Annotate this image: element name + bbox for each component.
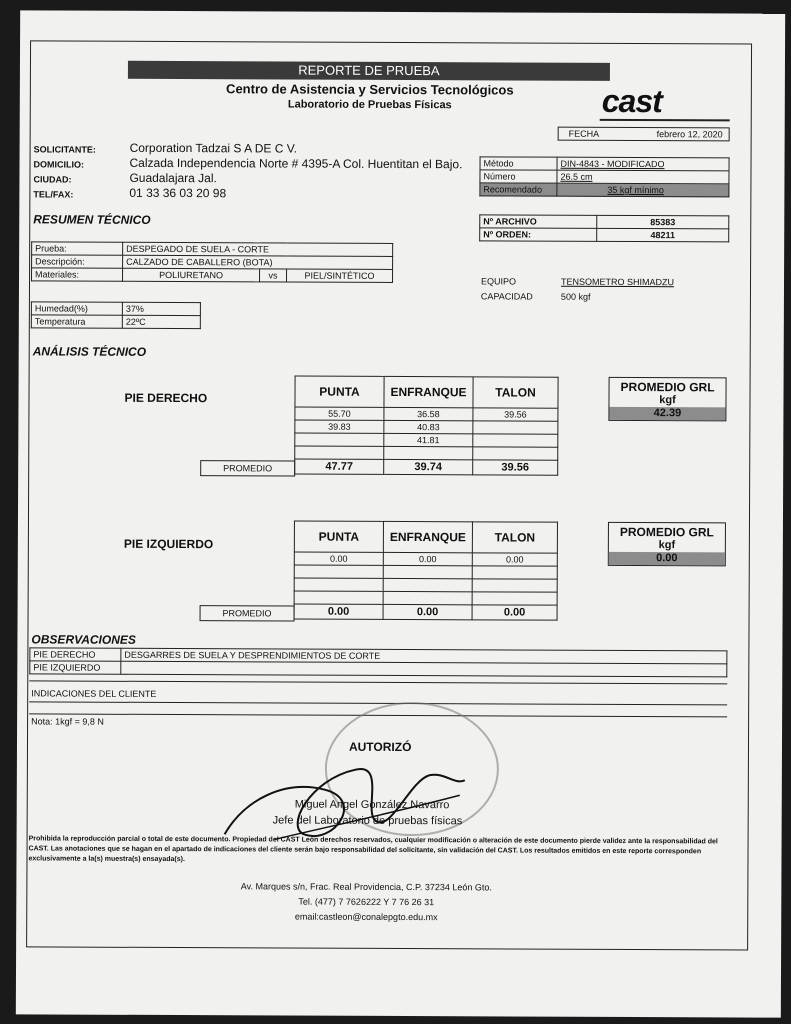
disclaimer-text: Prohibida la reproducción parcial o total de este documento. Propiedad del CAST León derechos reservados, cualquier modificación o alteración de este documento pierde validez ante la responsabilidad del CAST. Las anotaciones que se hagan en el apartado de indicaciones del cliente serán bajo responsabilidad del solicitante, sin validación del CAST. Los resultados emitidos en este reporte corresponden exclusivamente a la(s) muestra(s) ensayada(s).: [28, 835, 718, 864]
orden-value: 48211: [597, 228, 729, 242]
report-banner: REPORTE DE PRUEBA: [128, 61, 610, 81]
prueba-value: DESPEGADO DE SUELA - CORTE: [123, 242, 393, 256]
materiales-label: Materiales:: [32, 268, 123, 281]
humedad-value: 37%: [122, 302, 200, 315]
indicaciones-label: INDICACIONES DEL CLIENTE: [31, 688, 157, 699]
telfax-value: 01 33 36 03 20 98: [129, 185, 227, 201]
pie-izquierdo-label: PIE IZQUIERDO: [123, 536, 214, 552]
observaciones-table: [29, 647, 727, 677]
pi-promedio-enfranque: 0.00: [383, 604, 472, 619]
pd-promedio-grl-label: PROMEDIO GRL: [620, 379, 715, 395]
pi-r0-enfranque: 0.00: [383, 552, 472, 565]
pd-r3-talon: [473, 447, 558, 460]
vs-label: vs: [260, 269, 287, 282]
pi-promedio-punta: 0.00: [294, 604, 383, 619]
orden-label: Nº ORDEN:: [480, 228, 597, 242]
recomendado-label: Recomendado: [480, 183, 557, 196]
pi-r1-talon: [472, 566, 557, 579]
pi-r1-punta: [294, 565, 383, 578]
archivo-value: 85383: [597, 215, 729, 229]
metodo-label: Método: [480, 157, 557, 170]
pie-derecho-table: [294, 376, 558, 476]
center-title: Centro de Asistencia y Servicios Tecnológicos: [226, 81, 514, 98]
pd-r2-talon: [473, 434, 558, 447]
pi-r0-talon: 0.00: [472, 553, 557, 566]
capacidad-label: CAPACIDAD: [480, 291, 533, 302]
cast-logo: cast: [601, 82, 662, 120]
pd-r3-punta: [295, 446, 384, 459]
pi-r2-punta: [294, 578, 383, 591]
obs-pie-derecho-label: PIE DERECHO: [30, 648, 121, 661]
numero-label: Número: [480, 170, 557, 183]
material-2: PIEL/SINTÉTICO: [287, 269, 393, 282]
obs-pie-izquierdo-label: PIE IZQUIERDO: [30, 661, 121, 674]
pd-r3-enfranque: [384, 446, 473, 459]
metodo-table: [479, 156, 729, 197]
telfax-label: TEL/FAX:: [33, 189, 74, 200]
pi-r1-enfranque: [383, 565, 472, 578]
pd-r0-punta: 55.70: [295, 407, 384, 420]
pd-r0-enfranque: 36.58: [384, 407, 473, 420]
pd-promedio-grl-unit: kgf: [659, 394, 676, 407]
autorizo-label: AUTORIZÓ: [348, 739, 412, 755]
pd-promedio-talon: 39.56: [473, 460, 558, 475]
capacidad-value: 500 kgf: [560, 291, 591, 302]
humedad-label: Humedad(%): [31, 302, 122, 315]
prueba-label: Prueba:: [32, 242, 123, 255]
pie-izquierdo-table: [294, 521, 558, 621]
pi-r2-enfranque: [383, 578, 472, 591]
pi-promedio-grl-value: 0.00: [609, 552, 725, 566]
signature-mark: [215, 739, 475, 850]
solicitante-value: Corporation Tadzai S A DE C V.: [129, 140, 298, 156]
prueba-table: [31, 241, 393, 283]
obs-pie-izquierdo-value: [121, 661, 727, 677]
pi-promedio-talon: 0.00: [472, 605, 557, 620]
fecha-value: febrero 12, 2020: [656, 129, 723, 140]
col-enfranque-header: ENFRANQUE: [384, 376, 473, 407]
solicitante-label: SOLICITANTE:: [33, 144, 96, 155]
equipo-label: EQUIPO: [480, 276, 517, 287]
equipo-value: TENSOMETRO SHIMADZU: [560, 276, 675, 288]
pi-r0-punta: 0.00: [294, 552, 383, 565]
archivo-table: [479, 214, 729, 242]
ciudad-value: Guadalajara Jal.: [129, 170, 217, 186]
descripcion-label: Descripción:: [32, 255, 123, 268]
pd-r2-enfranque: 41.81: [384, 433, 473, 446]
signer-name: Miguel Angel González Navarro: [294, 798, 450, 812]
ambiente-table: [31, 301, 201, 329]
lab-subtitle: Laboratorio de Pruebas Físicas: [287, 98, 452, 112]
temperatura-label: Temperatura: [31, 315, 122, 328]
analisis-heading: ANÁLISIS TÉCNICO: [32, 344, 147, 359]
col-punta-header: PUNTA: [295, 376, 384, 407]
footer-email: email:castleon@conalepgto.edu.mx: [294, 911, 438, 923]
document-page: [16, 10, 785, 1017]
col-punta-header: PUNTA: [294, 521, 383, 552]
pi-promedio-grl-label: PROMEDIO GRL: [619, 524, 714, 540]
footer-phone: Tel. (477) 7 7626222 Y 7 76 26 31: [298, 896, 435, 908]
pd-promedio-punta: 47.77: [295, 459, 384, 474]
pd-r2-punta: [295, 433, 384, 446]
archivo-label: Nº ARCHIVO: [480, 215, 597, 229]
domicilio-value: Calzada Independencia Norte # 4395-A Col. Huentitan el Bajo.: [129, 155, 463, 172]
nota-text: Nota: 1kgf = 9,8 N: [31, 716, 104, 727]
temperatura-value: 22ºC: [122, 315, 200, 328]
pd-promedio-enfranque: 39.74: [384, 459, 473, 474]
pi-r3-enfranque: [383, 591, 472, 604]
obs-pie-derecho-value: DESGARRES DE SUELA Y DESPRENDIMIENTOS DE CORTE: [121, 648, 727, 664]
ciudad-label: CIUDAD:: [33, 174, 72, 185]
descripcion-value: CALZADO DE CABALLERO (BOTA): [123, 255, 393, 269]
pd-r1-punta: 39.83: [295, 420, 384, 433]
observaciones-heading: OBSERVACIONES: [31, 632, 136, 647]
pd-promedio-grl-value: 42.39: [609, 407, 725, 421]
numero-value: 26.5 cm: [557, 170, 729, 184]
resumen-heading: RESUMEN TÉCNICO: [33, 212, 151, 227]
pd-r0-talon: 39.56: [473, 408, 558, 421]
pi-r2-talon: [472, 579, 557, 592]
footer-address: Av. Marques s/n, Frac. Real Providencia, C.P. 37234 León Gto.: [240, 881, 492, 893]
pi-r3-punta: [294, 591, 383, 604]
metodo-value: DIN-4843 - MODIFICADO: [557, 157, 729, 171]
col-talon-header: TALON: [472, 522, 557, 553]
pi-r3-talon: [472, 592, 557, 605]
col-talon-header: TALON: [473, 377, 558, 408]
recomendado-value: 35 kgf mínimo: [557, 183, 729, 197]
fecha-box: [558, 127, 730, 142]
pi-promedio-label: PROMEDIO: [200, 605, 295, 621]
pd-promedio-grl-box: [608, 377, 726, 422]
pd-promedio-label: PROMEDIO: [200, 460, 295, 476]
pd-r1-talon: [473, 421, 558, 434]
material-1: POLIURETANO: [123, 268, 260, 282]
pd-r1-enfranque: 40.83: [384, 420, 473, 433]
pi-promedio-grl-box: [608, 522, 726, 567]
signer-role: Jefe del Laboratorio de pruebas físicas: [272, 814, 463, 828]
pie-derecho-label: PIE DERECHO: [124, 390, 208, 406]
col-enfranque-header: ENFRANQUE: [383, 521, 472, 552]
domicilio-label: DOMICILIO:: [33, 159, 85, 170]
pi-promedio-grl-unit: kgf: [658, 539, 676, 552]
fecha-label: FECHA: [568, 128, 600, 139]
